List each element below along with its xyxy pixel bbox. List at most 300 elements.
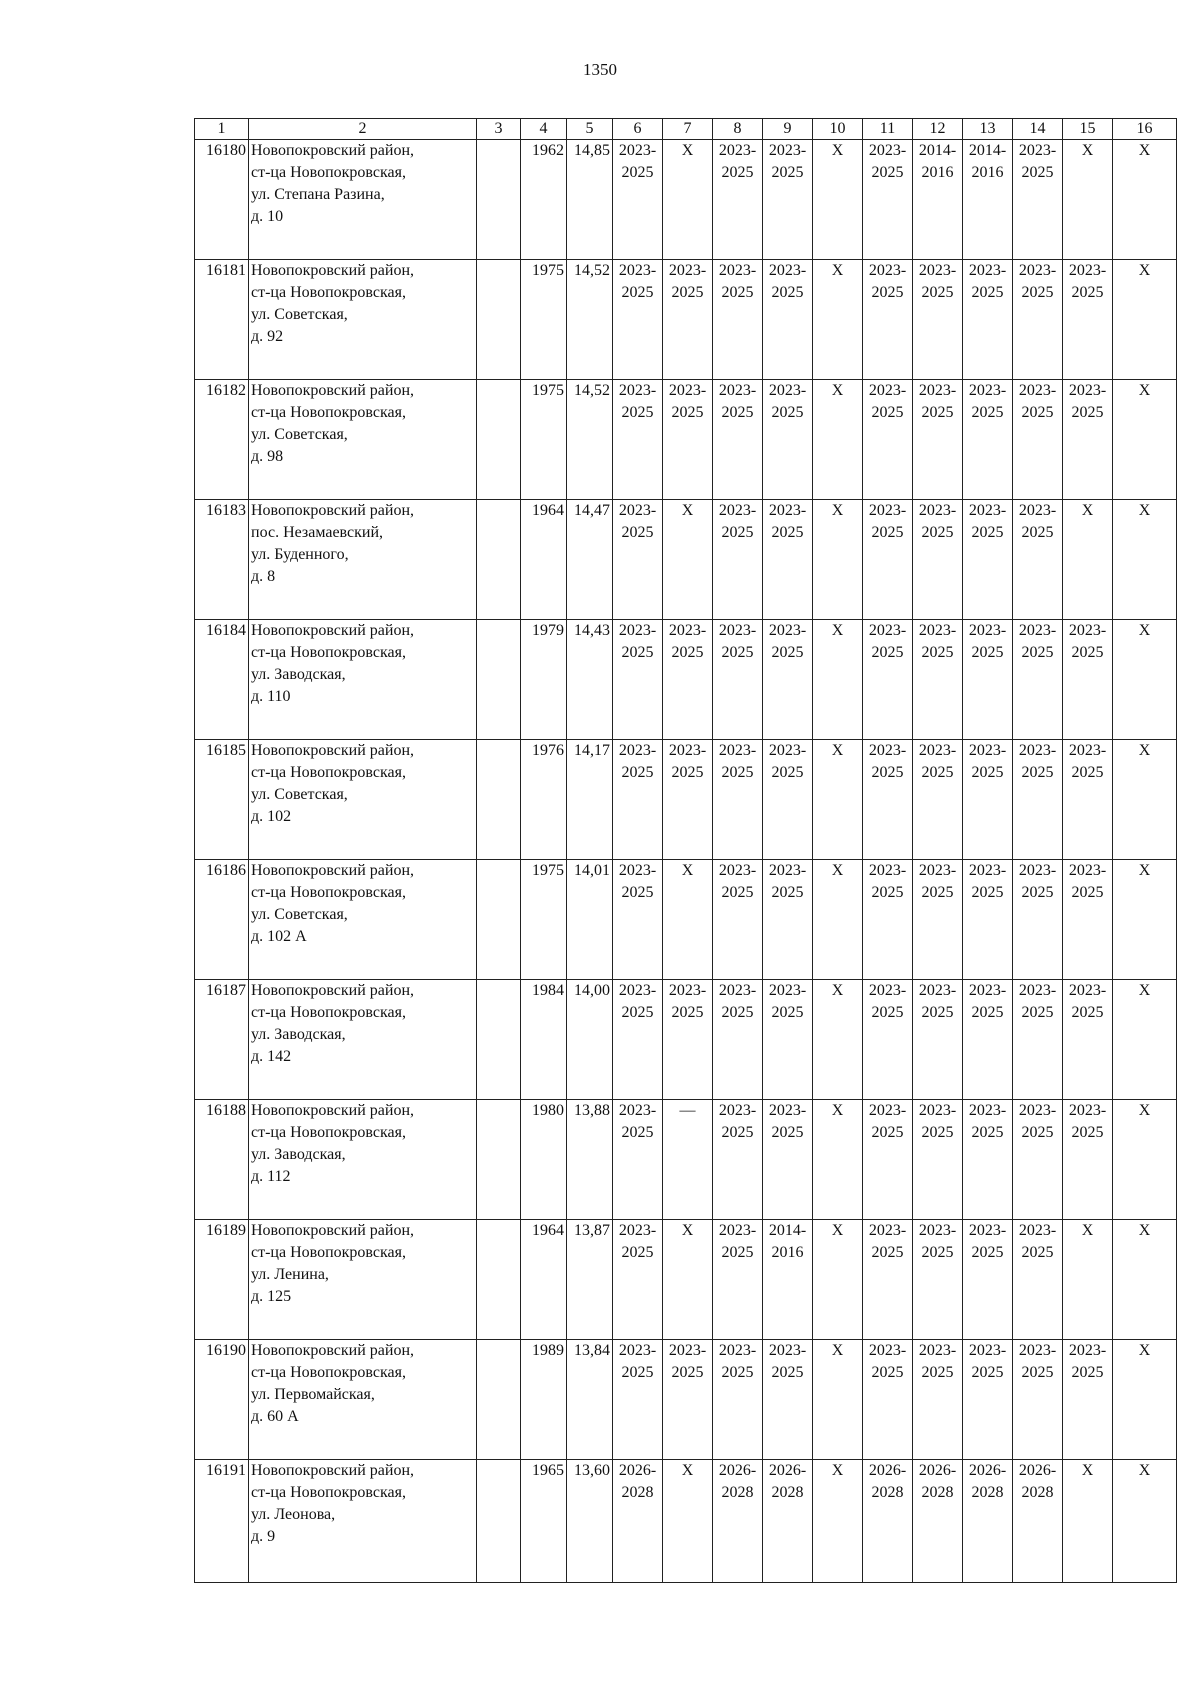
record-number-cell: 16190 — [195, 1340, 249, 1460]
table-row — [195, 1220, 1177, 1340]
term-text: 2025 — [1071, 1364, 1104, 1381]
column-header: 8 — [713, 119, 763, 140]
term-text: 2025 — [1021, 1004, 1054, 1021]
address-line: д. 142 — [251, 1048, 292, 1065]
term-text: 2025 — [971, 1364, 1004, 1381]
term-cell — [1013, 1220, 1063, 1340]
year-cell: 1980 — [521, 1100, 567, 1220]
address-line: Новопокровский район, — [251, 1102, 415, 1119]
address-line: Новопокровский район, — [251, 862, 415, 879]
term-text: 2026- — [918, 1462, 957, 1479]
address-line: Новопокровский район, — [251, 262, 415, 279]
term-text: Х — [1138, 622, 1151, 639]
term-text: Х — [831, 382, 844, 399]
term-cell — [913, 1340, 963, 1460]
term-text: Х — [831, 262, 844, 279]
term-text: 2025 — [671, 764, 704, 781]
term-text: 2025 — [921, 884, 954, 901]
empty-cell — [477, 1100, 521, 1220]
term-cell — [813, 860, 863, 980]
term-cell — [663, 1460, 713, 1583]
term-text: 2025 — [671, 1364, 704, 1381]
term-cell — [913, 380, 963, 500]
term-text: Х — [1138, 1342, 1151, 1359]
term-cell — [1063, 380, 1113, 500]
term-cell — [713, 1100, 763, 1220]
address-line: ул. Заводская, — [251, 666, 346, 683]
term-cell — [763, 260, 813, 380]
term-text: 2025 — [1071, 1004, 1104, 1021]
term-text: 2023- — [618, 622, 657, 639]
term-text: 2023- — [868, 982, 907, 999]
term-text: 2025 — [871, 1364, 904, 1381]
term-cell — [613, 380, 663, 500]
address-line: ул. Советская, — [251, 786, 348, 803]
address-line: ст-ца Новопокровская, — [251, 284, 406, 301]
address-line: ул. Степана Разина, — [251, 186, 385, 203]
term-text: Х — [1138, 262, 1151, 279]
address-line: д. 112 — [251, 1168, 291, 1185]
term-text: 2028 — [771, 1484, 804, 1501]
term-text: 2023- — [618, 742, 657, 759]
term-cell — [663, 140, 713, 260]
term-text: 2028 — [621, 1484, 654, 1501]
column-header: 14 — [1013, 119, 1063, 140]
term-text: 2025 — [921, 404, 954, 421]
term-cell — [663, 260, 713, 380]
area-cell: 14,01 — [567, 860, 613, 980]
term-text: 2023- — [718, 982, 757, 999]
term-text: 2023- — [1018, 982, 1057, 999]
term-text: 2023- — [968, 262, 1007, 279]
address-cell — [249, 500, 477, 620]
term-text: 2023- — [1018, 382, 1057, 399]
address-cell — [249, 860, 477, 980]
term-text: 2023- — [618, 1222, 657, 1239]
term-cell — [1063, 140, 1113, 260]
term-cell — [963, 860, 1013, 980]
term-text: Х — [831, 142, 844, 159]
term-text: 2023- — [718, 502, 757, 519]
term-text: Х — [681, 1222, 694, 1239]
area-cell: 14,52 — [567, 260, 613, 380]
term-text: Х — [1081, 1462, 1094, 1479]
term-cell — [763, 1100, 813, 1220]
term-text: 2014- — [918, 142, 957, 159]
term-cell — [913, 980, 963, 1100]
term-text: Х — [831, 1462, 844, 1479]
term-text: 2023- — [968, 1342, 1007, 1359]
address-cell — [249, 740, 477, 860]
term-cell — [1113, 500, 1177, 620]
empty-cell — [477, 980, 521, 1100]
term-text: 2023- — [668, 742, 707, 759]
term-cell — [963, 140, 1013, 260]
term-text: 2023- — [868, 862, 907, 879]
term-cell — [613, 1220, 663, 1340]
term-text: Х — [831, 1222, 844, 1239]
column-header: 9 — [763, 119, 813, 140]
term-cell — [1113, 620, 1177, 740]
term-text: 2023- — [768, 262, 807, 279]
term-text: 2025 — [771, 1004, 804, 1021]
term-text: 2025 — [721, 404, 754, 421]
term-text: 2023- — [668, 382, 707, 399]
term-text: 2023- — [768, 982, 807, 999]
term-text: 2023- — [868, 1222, 907, 1239]
table-row — [195, 1100, 1177, 1220]
record-number-cell: 16183 — [195, 500, 249, 620]
column-header: 10 — [813, 119, 863, 140]
term-cell — [863, 1340, 913, 1460]
term-cell — [1013, 140, 1063, 260]
term-cell — [863, 260, 913, 380]
term-text: 2023- — [1068, 1102, 1107, 1119]
term-text: 2023- — [868, 142, 907, 159]
term-cell — [1013, 1100, 1063, 1220]
term-cell — [863, 1220, 913, 1340]
address-line: д. 60 А — [251, 1408, 299, 1425]
term-text: 2023- — [718, 1342, 757, 1359]
term-text: 2025 — [921, 1124, 954, 1141]
term-cell — [813, 980, 863, 1100]
term-text: Х — [1081, 142, 1094, 159]
term-text: 2023- — [768, 502, 807, 519]
term-cell — [813, 140, 863, 260]
term-cell — [813, 620, 863, 740]
column-header: 5 — [567, 119, 613, 140]
term-text: 2025 — [971, 1124, 1004, 1141]
term-text: 2023- — [1068, 742, 1107, 759]
term-cell — [863, 620, 913, 740]
term-cell — [713, 740, 763, 860]
record-number-cell: 16191 — [195, 1460, 249, 1583]
term-text: 2025 — [871, 404, 904, 421]
address-line: ул. Леонова, — [251, 1506, 336, 1523]
term-text: Х — [831, 1102, 844, 1119]
term-cell — [713, 140, 763, 260]
term-cell — [1063, 980, 1113, 1100]
term-cell — [663, 860, 713, 980]
term-cell — [663, 380, 713, 500]
term-text: 2023- — [868, 262, 907, 279]
address-line: ст-ца Новопокровская, — [251, 1124, 406, 1141]
address-line: д. 102 А — [251, 928, 307, 945]
address-line: пос. Незамаевский, — [251, 524, 384, 541]
term-cell — [863, 740, 913, 860]
term-cell — [713, 1220, 763, 1340]
record-number-cell: 16188 — [195, 1100, 249, 1220]
term-cell — [713, 980, 763, 1100]
column-header: 11 — [863, 119, 913, 140]
term-cell — [1063, 260, 1113, 380]
term-text: 2023- — [868, 1102, 907, 1119]
address-cell — [249, 620, 477, 740]
empty-cell — [477, 620, 521, 740]
term-text: 2025 — [871, 284, 904, 301]
term-text: 2023- — [718, 262, 757, 279]
term-cell — [1013, 980, 1063, 1100]
term-text: 2025 — [871, 644, 904, 661]
term-cell — [1063, 740, 1113, 860]
term-text: 2025 — [921, 1004, 954, 1021]
address-cell — [249, 1460, 477, 1583]
address-line: ул. Буденного, — [251, 546, 349, 563]
term-cell — [613, 1460, 663, 1583]
term-text: 2025 — [871, 1124, 904, 1141]
term-cell — [813, 260, 863, 380]
address-cell — [249, 380, 477, 500]
area-cell: 14,47 — [567, 500, 613, 620]
term-cell — [663, 1340, 713, 1460]
term-text: 2025 — [1071, 284, 1104, 301]
term-text: 2023- — [1068, 1342, 1107, 1359]
term-text: 2023- — [918, 502, 957, 519]
term-cell — [763, 860, 813, 980]
term-cell — [763, 1460, 813, 1583]
table-row — [195, 980, 1177, 1100]
term-text: 2025 — [721, 164, 754, 181]
record-number-cell: 16187 — [195, 980, 249, 1100]
term-cell — [813, 1340, 863, 1460]
term-cell — [913, 1220, 963, 1340]
table-row — [195, 860, 1177, 980]
year-cell: 1975 — [521, 380, 567, 500]
term-text: 2016 — [921, 164, 954, 181]
term-cell — [863, 140, 913, 260]
term-text: 2025 — [1021, 1244, 1054, 1261]
address-line: д. 125 — [251, 1288, 292, 1305]
address-line: ст-ца Новопокровская, — [251, 164, 406, 181]
term-text: 2025 — [621, 1124, 654, 1141]
term-text: 2023- — [768, 622, 807, 639]
term-text: 2025 — [771, 644, 804, 661]
term-text: Х — [1138, 1222, 1151, 1239]
area-cell: 13,88 — [567, 1100, 613, 1220]
term-text: 2023- — [668, 262, 707, 279]
term-cell — [1113, 380, 1177, 500]
area-cell: 14,00 — [567, 980, 613, 1100]
term-text: 2023- — [918, 982, 957, 999]
address-line: ст-ца Новопокровская, — [251, 1364, 406, 1381]
address-line: Новопокровский район, — [251, 1342, 415, 1359]
address-line: д. 8 — [251, 568, 276, 585]
term-text: 2025 — [771, 764, 804, 781]
address-line: Новопокровский район, — [251, 502, 415, 519]
term-text: 2026- — [1018, 1462, 1057, 1479]
table-row — [195, 500, 1177, 620]
term-text: Х — [1138, 502, 1151, 519]
term-text: 2023- — [1068, 382, 1107, 399]
address-line: Новопокровский район, — [251, 1222, 415, 1239]
term-text: 2026- — [968, 1462, 1007, 1479]
term-cell — [1113, 740, 1177, 860]
term-text: 2023- — [1018, 742, 1057, 759]
term-text: 2025 — [771, 404, 804, 421]
term-cell — [913, 500, 963, 620]
address-line: ул. Заводская, — [251, 1026, 346, 1043]
term-text: 2025 — [1071, 644, 1104, 661]
term-text: Х — [1138, 382, 1151, 399]
address-line: ул. Советская, — [251, 306, 348, 323]
address-line: ст-ца Новопокровская, — [251, 1244, 406, 1261]
term-text: 2023- — [668, 982, 707, 999]
address-line: д. 10 — [251, 208, 284, 225]
term-text: Х — [831, 862, 844, 879]
term-text: 2023- — [868, 382, 907, 399]
column-header: 4 — [521, 119, 567, 140]
term-text: Х — [681, 142, 694, 159]
term-text: 2025 — [971, 524, 1004, 541]
term-text: 2025 — [921, 1244, 954, 1261]
term-cell — [913, 260, 963, 380]
address-line: Новопокровский район, — [251, 622, 415, 639]
term-cell — [863, 500, 913, 620]
term-cell — [813, 740, 863, 860]
address-cell — [249, 1340, 477, 1460]
term-cell — [913, 740, 963, 860]
term-text: 2023- — [1068, 982, 1107, 999]
term-text: 2025 — [1021, 524, 1054, 541]
term-text: Х — [831, 622, 844, 639]
term-text: 2025 — [971, 764, 1004, 781]
table-row — [195, 1340, 1177, 1460]
term-text: — — [679, 1102, 696, 1119]
term-text: 2025 — [621, 404, 654, 421]
term-cell — [713, 260, 763, 380]
term-text: 2025 — [621, 644, 654, 661]
term-text: Х — [1138, 142, 1151, 159]
term-text: 2023- — [868, 622, 907, 639]
column-header: 15 — [1063, 119, 1113, 140]
term-cell — [663, 620, 713, 740]
address-line: д. 98 — [251, 448, 284, 465]
address-line: д. 102 — [251, 808, 292, 825]
term-text: 2023- — [718, 1102, 757, 1119]
term-cell — [963, 980, 1013, 1100]
term-cell — [663, 740, 713, 860]
term-cell — [1063, 1340, 1113, 1460]
term-text: 2023- — [1018, 1222, 1057, 1239]
year-cell: 1964 — [521, 1220, 567, 1340]
term-text: 2023- — [718, 742, 757, 759]
term-text: Х — [1138, 862, 1151, 879]
term-text: 2023- — [768, 1342, 807, 1359]
term-text: 2025 — [1021, 164, 1054, 181]
term-text: 2025 — [1021, 884, 1054, 901]
year-cell: 1975 — [521, 860, 567, 980]
term-text: 2026- — [718, 1462, 757, 1479]
term-cell — [613, 140, 663, 260]
term-cell — [963, 1100, 1013, 1220]
term-text: 2023- — [668, 622, 707, 639]
area-cell: 14,43 — [567, 620, 613, 740]
term-text: 2023- — [1068, 862, 1107, 879]
term-text: 2025 — [621, 884, 654, 901]
term-cell — [613, 620, 663, 740]
housing-register-table — [194, 118, 1177, 1583]
term-cell — [963, 740, 1013, 860]
term-text: 2025 — [871, 884, 904, 901]
address-line: Новопокровский район, — [251, 1462, 415, 1479]
term-cell — [663, 980, 713, 1100]
term-text: Х — [1081, 1222, 1094, 1239]
address-line: д. 9 — [251, 1528, 276, 1545]
term-text: 2025 — [1071, 764, 1104, 781]
term-text: 2025 — [871, 164, 904, 181]
address-line: ст-ца Новопокровская, — [251, 764, 406, 781]
term-text: 2023- — [618, 142, 657, 159]
term-cell — [863, 380, 913, 500]
term-cell — [1113, 1100, 1177, 1220]
term-text: 2025 — [721, 644, 754, 661]
term-text: 2023- — [1018, 142, 1057, 159]
term-cell — [963, 1460, 1013, 1583]
term-cell — [963, 260, 1013, 380]
term-cell — [763, 500, 813, 620]
term-text: 2025 — [1021, 1364, 1054, 1381]
term-text: 2026- — [868, 1462, 907, 1479]
term-text: Х — [681, 502, 694, 519]
area-cell: 13,87 — [567, 1220, 613, 1340]
term-text: 2025 — [871, 1004, 904, 1021]
term-text: 2025 — [971, 284, 1004, 301]
area-cell: 14,17 — [567, 740, 613, 860]
term-cell — [613, 740, 663, 860]
term-text: 2023- — [968, 742, 1007, 759]
term-text: 2023- — [768, 742, 807, 759]
address-line: ул. Заводская, — [251, 1146, 346, 1163]
term-cell — [813, 380, 863, 500]
table-row — [195, 260, 1177, 380]
address-line: д. 110 — [251, 688, 291, 705]
area-cell: 13,84 — [567, 1340, 613, 1460]
term-text: 2025 — [1021, 404, 1054, 421]
term-text: 2025 — [921, 764, 954, 781]
term-text: 2025 — [921, 284, 954, 301]
area-cell: 13,60 — [567, 1460, 613, 1583]
term-text: 2023- — [918, 1342, 957, 1359]
address-line: Новопокровский район, — [251, 742, 415, 759]
address-line: ул. Первомайская, — [251, 1386, 375, 1403]
term-cell — [1013, 500, 1063, 620]
term-text: 2028 — [1021, 1484, 1054, 1501]
term-text: 2025 — [1071, 1124, 1104, 1141]
term-text: 2025 — [721, 1004, 754, 1021]
term-text: 2023- — [1018, 262, 1057, 279]
term-text: 2025 — [721, 1244, 754, 1261]
column-header: 3 — [477, 119, 521, 140]
term-text: 2023- — [918, 1222, 957, 1239]
term-cell — [713, 1340, 763, 1460]
term-cell — [813, 1100, 863, 1220]
term-text: 2023- — [968, 502, 1007, 519]
column-header: 1 — [195, 119, 249, 140]
term-text: 2023- — [1018, 502, 1057, 519]
term-text: 2025 — [921, 524, 954, 541]
term-text: 2028 — [921, 1484, 954, 1501]
address-line: Новопокровский район, — [251, 142, 415, 159]
term-text: 2023- — [668, 1342, 707, 1359]
term-cell — [1113, 1340, 1177, 1460]
term-text: 2023- — [768, 1102, 807, 1119]
term-cell — [1013, 860, 1063, 980]
term-text: Х — [831, 742, 844, 759]
term-cell — [663, 1100, 713, 1220]
term-text: 2023- — [718, 862, 757, 879]
column-number-row — [195, 119, 1177, 140]
term-text: 2023- — [718, 382, 757, 399]
